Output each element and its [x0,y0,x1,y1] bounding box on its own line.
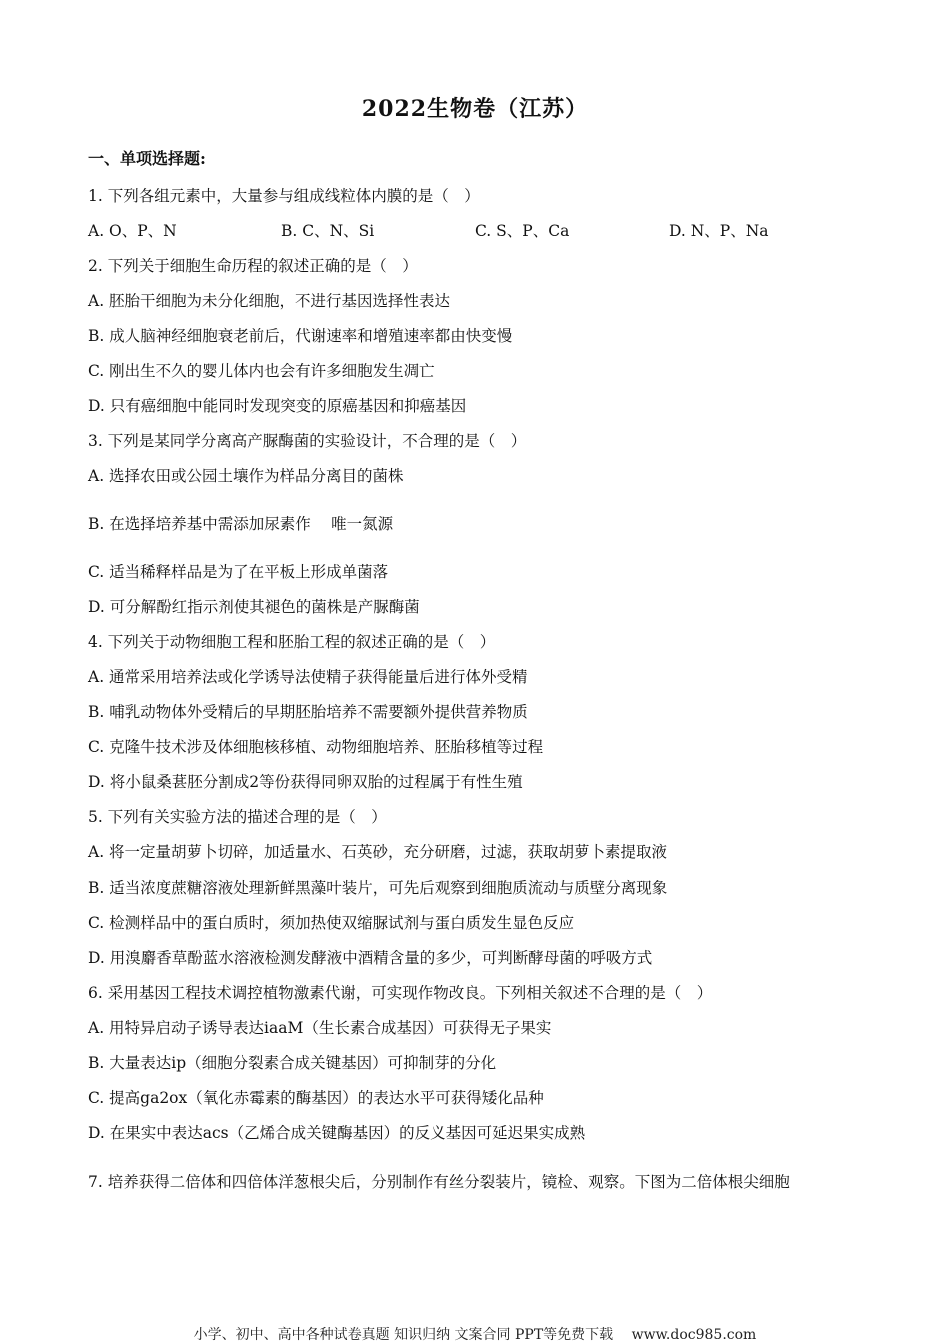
question-2-option-a: A. 胚胎干细胞为未分化细胞，不进行基因选择性表达 [88,292,451,310]
question-2-option-c: C. 刚出生不久的婴儿体内也会有许多细胞发生凋亡 [88,362,435,380]
question-5-option-c: C. 检测样品中的蛋白质时，须加热使双缩脲试剂与蛋白质发生显色反应 [88,914,575,932]
question-4-option-b: B. 哺乳动物体外受精后的早期胚胎培养不需要额外提供营养物质 [88,703,528,721]
question-1-option-b: B. C、N、Si [281,222,375,240]
question-5-option-a: A. 将一定量胡萝卜切碎，加适量水、石英砂，充分研磨，过滤，获取胡萝卜素提取液 [88,843,668,861]
question-4-stem: 4. 下列关于动物细胞工程和胚胎工程的叙述正确的是（ ） [88,633,496,651]
question-2-option-b: B. 成人脑神经细胞衰老前后，代谢速率和增殖速率都由快变慢 [88,327,513,345]
question-1-option-c: C. S、P、Ca [475,222,570,240]
question-5-option-b: B. 适当浓度蔗糖溶液处理新鲜黑藻叶装片，可先后观察到细胞质流动与质壁分离现象 [88,879,668,897]
question-5-stem: 5. 下列有关实验方法的描述合理的是（ ） [88,808,387,826]
exam-title: 2022生物卷（江苏） [361,96,589,122]
page-footer: 小学、初中、高中各种试卷真题 知识归纳 文案合同 PPT等免费下载 www.doc985.com [193,1327,757,1343]
question-6-option-c: C. 提高ga2ox（氧化赤霉素的酶基因）的表达水平可获得矮化品种 [88,1089,544,1107]
question-6-option-b: B. 大量表达ip（细胞分裂素合成关键基因）可抑制芽的分化 [88,1054,497,1072]
question-7-stem: 7. 培养获得二倍体和四倍体洋葱根尖后，分别制作有丝分裂装片，镜检、观察。下图为二倍体根尖细胞 [88,1173,790,1191]
question-3-option-d: D. 可分解酚红指示剂使其褪色的菌株是产脲酶菌 [88,598,420,616]
question-1-option-a: A. O、P、N [88,222,177,240]
question-6-option-a: A. 用特异启动子诱导表达iaaM（生长素合成基因）可获得无子果实 [88,1019,552,1037]
question-6-option-d: D. 在果实中表达acs（乙烯合成关键酶基因）的反义基因可延迟果实成熟 [88,1124,586,1142]
question-2-stem: 2. 下列关于细胞生命历程的叙述正确的是（ ） [88,257,418,275]
question-4-option-d: D. 将小鼠桑葚胚分割成2等份获得同卵双胎的过程属于有性生殖 [88,773,523,791]
question-3-option-b: B. 在选择培养基中需添加尿素作 唯一氮源 [88,515,394,533]
question-3-option-a: A. 选择农田或公园土壤作为样品分离目的菌株 [88,467,404,485]
question-5-option-d: D. 用溴麝香草酚蓝水溶液检测发酵液中酒精含量的多少，可判断酵母菌的呼吸方式 [88,949,653,967]
question-2-option-d: D. 只有癌细胞中能同时发现突变的原癌基因和抑癌基因 [88,397,467,415]
question-1-stem: 1. 下列各组元素中，大量参与组成线粒体内膜的是（ ） [88,187,480,205]
question-3-stem: 3. 下列是某同学分离高产脲酶菌的实验设计，不合理的是（ ） [88,432,527,450]
question-4-option-a: A. 通常采用培养法或化学诱导法使精子获得能量后进行体外受精 [88,668,528,686]
question-3-option-c: C. 适当稀释样品是为了在平板上形成单菌落 [88,563,389,581]
question-6-stem: 6. 采用基因工程技术调控植物激素代谢，可实现作物改良。下列相关叙述不合理的是（ ） [88,984,713,1002]
question-1-option-d: D. N、P、Na [669,222,769,240]
section-heading: 一、单项选择题: [88,149,206,168]
question-4-option-c: C. 克隆牛技术涉及体细胞核移植、动物细胞培养、胚胎移植等过程 [88,738,544,756]
